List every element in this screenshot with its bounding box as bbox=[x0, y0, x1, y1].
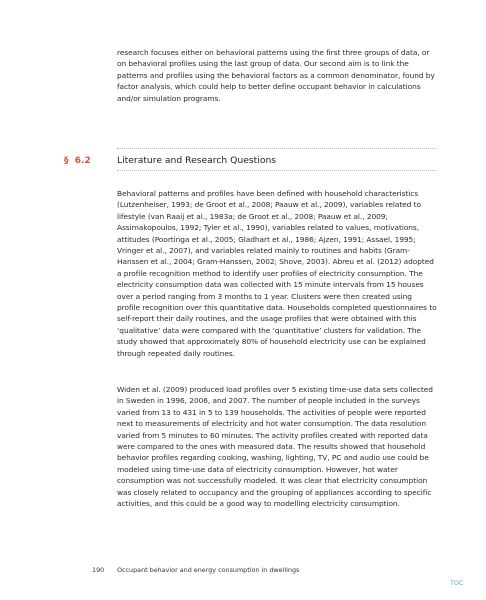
section-symbol: § bbox=[64, 156, 69, 166]
section-number-value: 6.2 bbox=[74, 156, 91, 166]
toc-link[interactable]: TOC bbox=[450, 579, 464, 587]
body-paragraph-2: Widen et al. (2009) produced load profiles over 5 existing time-use data sets collected in Sweden in 1996, 2006, and 2007. The number of people included in the surveys varied from 13 to 431 in 5 to 139 households. The activities of people were reported next to measurements of electricity and hot water consumption. The data resolution varied from 5 minutes to 60 minutes. The activity profiles created with reported data were compared to the ones with measured data. The results showed that household behavior profiles regarding cooking, washing, lighting, TV, PC and audio use could be modeled using time-use data of electricity consumption. However, hot water consumption was not successfully modeled. It was clear that electricity consumption was closely related to occupancy and the grouping of appliances according to specific activities, and this could be a good way to modelling electricity consumption. bbox=[117, 385, 433, 509]
section-divider-top bbox=[117, 148, 437, 149]
body-paragraph-1: Behavioral patterns and profiles have been defined with household characteristics (Lutzenheiser, 1993; de Groot et al., 2008; Paauw et al., 2009), variables related to lifestyle (van Raaij et al., 1983a; de Groot et al., 2008; Paauw et al., 2009; Assimakopoulos, 1992; Tyler et al., 1990), variables related to values, motivations, attitudes (Poortinga et al., 2005; Gladhart et al., 1986; Ajzen, 1991; Assael, 1995; Vringer et al., 2007), and variables related mainly to routines and habits (Gram-Hanssen et al., 2004; Gram-Hanssen, 2002; Shove, 2003). Abreu et al. (2012) adopted a profile recognition method to identify user profiles of electricity consumption. The electricity consumption data was collected with 15 minute intervals from 15 houses over a period ranging from 3 months to 1 year. Clusters were then created using profile recognition over this quantitative data. Households completed questionnaires to self-report their daily routines, and the usage profiles that were obtained with this ‘qualitative’ data were compared with the ‘quantitative’ clusters for validation. The study showed that approximately 80% of household electricity use can be explained through repeated daily routines. bbox=[117, 189, 437, 358]
section-divider-bottom bbox=[117, 170, 437, 171]
section-title: Literature and Research Questions bbox=[117, 155, 277, 166]
section-number bbox=[64, 156, 91, 166]
running-title: Occupant behavior and energy consumption in dwellings bbox=[117, 566, 300, 574]
intro-paragraph: research focuses either on behavioral patterns using the first three groups of data, or on behavioral profiles using the last group of data. Our second aim is to link the patterns and profiles using the behavioral factors as a common denominator, found by factor analysis, which could help to better define occupant behavior in calculations and/or simulation programs. bbox=[117, 48, 435, 103]
page-number: 190 bbox=[92, 566, 105, 574]
